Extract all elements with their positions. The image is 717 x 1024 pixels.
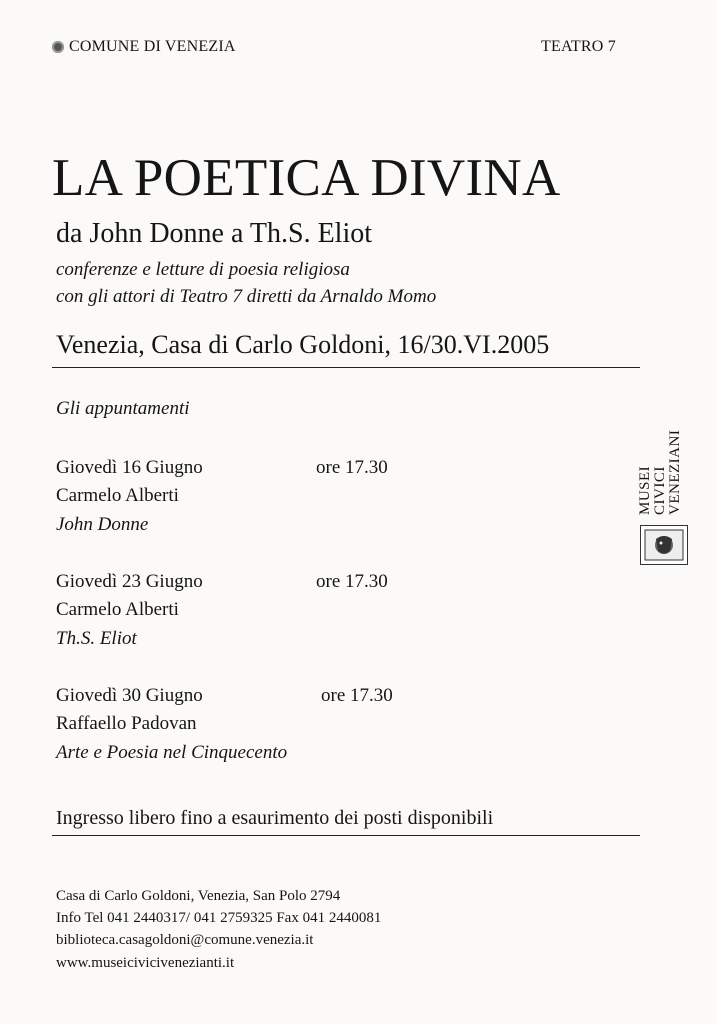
subtitle: da John Donne a Th.S. Eliot [56,218,373,249]
event-time: ore 17.30 [316,571,388,592]
contact-phones: Info Tel 041 2440317/ 041 2759325 Fax 041 2440081 [56,910,382,926]
event-date: Giovedì 30 Giugno [56,685,203,706]
event-topic: Th.S. Eliot [56,628,137,649]
event-time: ore 17.30 [321,685,393,706]
contact-address: Casa di Carlo Goldoni, Venezia, San Polo 2794 [56,888,341,904]
header-left [52,38,236,56]
comune-label: COMUNE DI VENEZIA [69,38,236,55]
divider [52,367,640,368]
page-title: LA POETICA DIVINA [52,149,561,207]
event-topic: John Donne [56,514,149,535]
divider [52,835,640,836]
event-date: Giovedì 16 Giugno [56,457,203,478]
contact-website: www.museicivicivenezianti.it [56,955,235,971]
description-line-1: conferenze e letture di poesia religiosa [56,259,350,280]
event-topic: Arte e Poesia nel Cinquecento [56,742,288,763]
event-speaker: Carmelo Alberti [56,485,179,506]
lion-emblem-icon [640,525,688,565]
event-speaker: Carmelo Alberti [56,599,179,620]
section-heading: Gli appuntamenti [56,398,190,419]
venue-dates: Venezia, Casa di Carlo Goldoni, 16/30.VI.2005 [56,330,550,359]
event-time: ore 17.30 [316,457,388,478]
musei-civici-logo-text [638,395,688,515]
event-date: Giovedì 23 Giugno [56,571,203,592]
teatro-label: TEATRO 7 [541,38,616,55]
musei-line: VENEZIANI [667,429,683,515]
description-line-2: con gli attori di Teatro 7 diretti da Arnaldo Momo [56,286,437,307]
musei-line: CIVICI [652,466,668,515]
contact-email: biblioteca.casagoldoni@comune.venezia.it [56,932,314,948]
musei-line: MUSEI [637,465,653,515]
event-speaker: Raffaello Padovan [56,713,197,734]
crest-icon [52,41,64,53]
entry-note: Ingresso libero fino a esaurimento dei posti disponibili [56,807,494,829]
